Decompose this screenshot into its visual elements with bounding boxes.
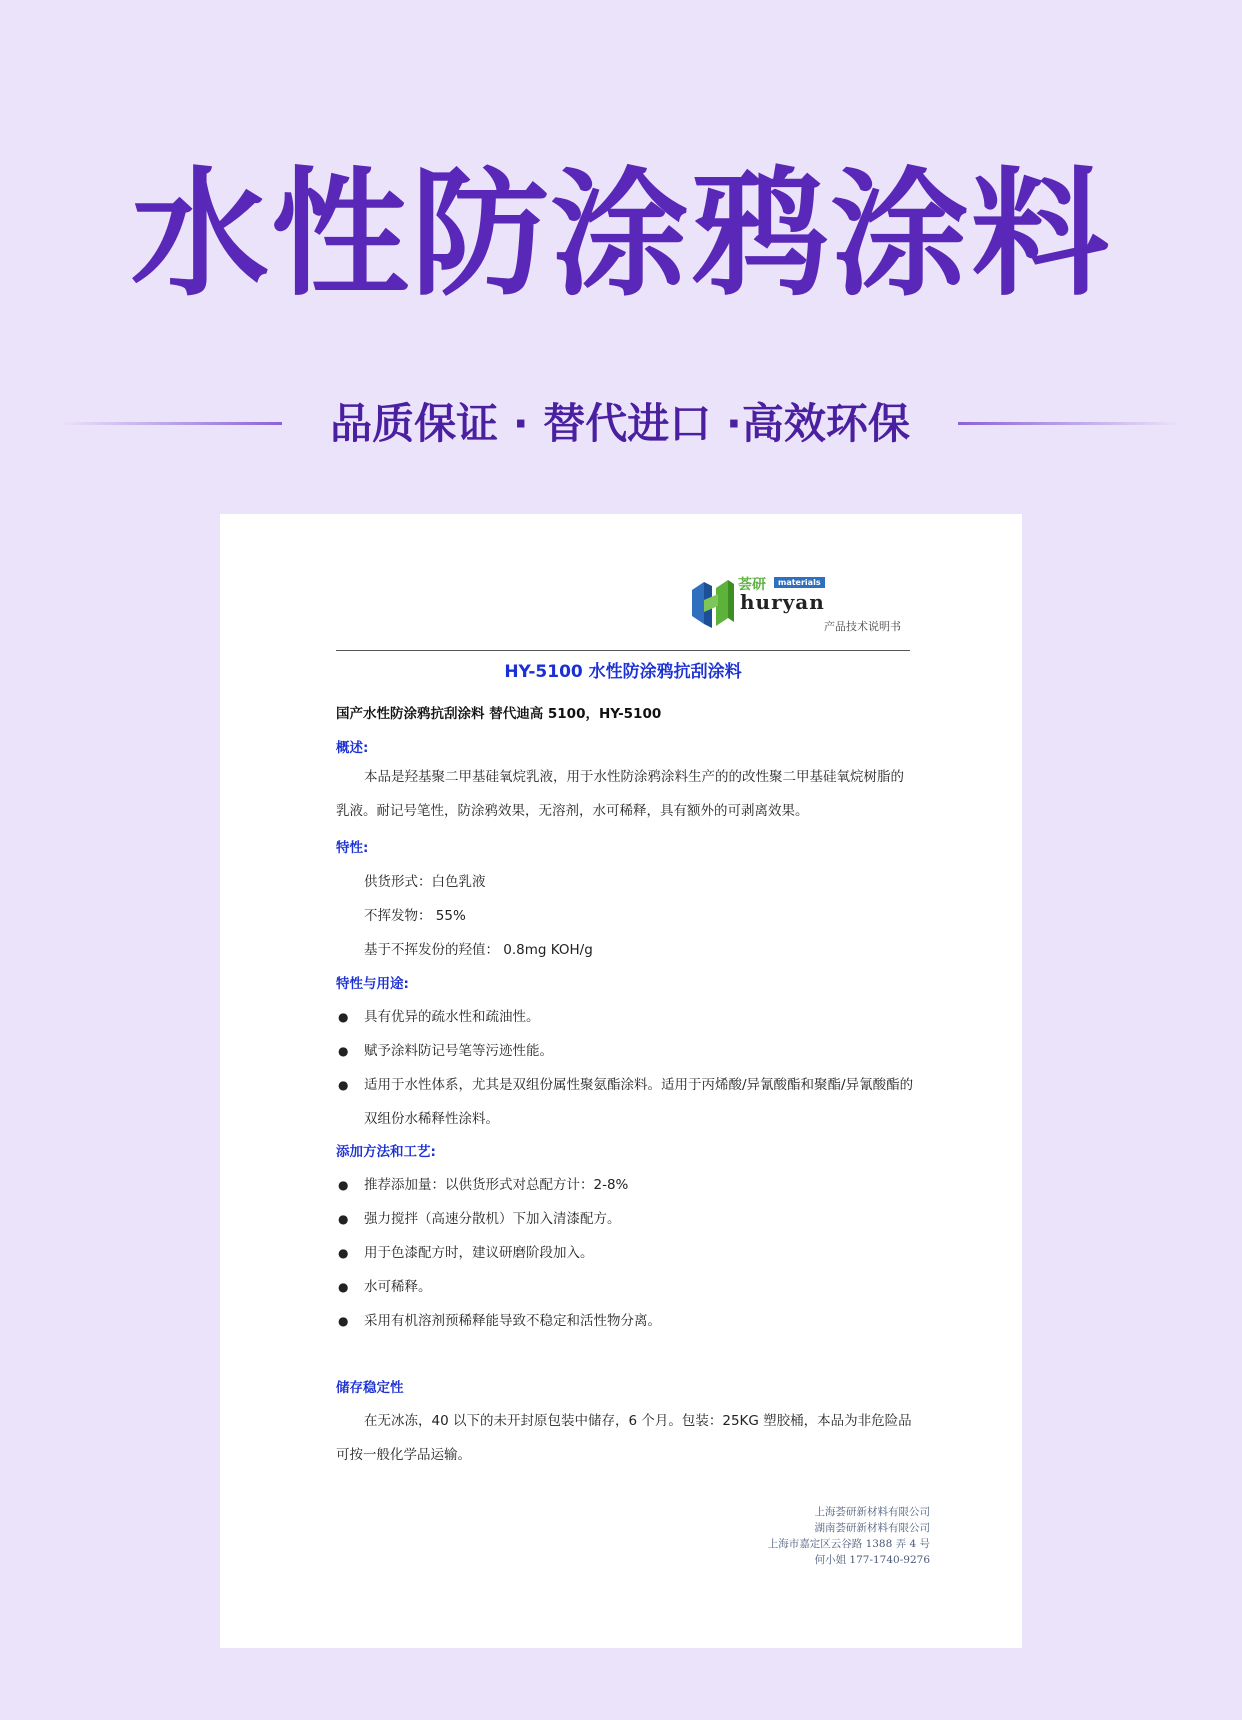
list-item-text: 推荐添加量：以供货形式对总配方计：2-8% [364,1177,629,1193]
company-footer [640,1504,930,1568]
list-item [336,1034,914,1068]
property-line: 基于不挥发份的羟值： 0.8mg KOH/g [364,942,593,958]
overview-paragraph: 本品是羟基聚二甲基硅氧烷乳液，用于水性防涂鸦涂料生产的的改性聚二甲基硅氧烷树脂的乳液。耐记号笔性，防涂鸦效果，无溶剂，水可稀释，具有额外的可剥离效果。 [336,769,904,819]
list-item-text: 水可稀释。 [364,1279,432,1295]
list-item [336,1202,914,1236]
section-heading-features: 特性与用途: [336,976,409,992]
section-heading-storage: 储存稳定性 [336,1380,404,1396]
list-item [336,1068,914,1136]
list-item-text: 具有优异的疏水性和疏油性。 [364,1009,540,1025]
section-heading-method: 添加方法和工艺: [336,1144,436,1160]
hero-title: 水性防涂鸦涂料 [130,154,1111,315]
storage-paragraph: 在无冰冻，40 以下的未开封原包装中储存，6 个月。包装：25KG 塑胶桶，本品为非危险品可按一般化学品运输。 [336,1413,912,1463]
list-item [336,1304,914,1338]
logo-cn-text: 荟研 [738,577,766,593]
logo-mark-icon [688,576,736,630]
product-sheet [220,514,1022,1648]
tagline-row [0,392,1242,456]
property-line: 不挥发物： 55% [364,908,466,924]
footer-line: 湖南荟研新材料有限公司 [814,1522,930,1534]
bullet-icon: ● [338,1078,349,1092]
list-item-text: 赋予涂料防记号笔等污迹性能。 [364,1043,553,1059]
bullet-icon: ● [338,1044,349,1058]
bullet-icon: ● [338,1314,349,1328]
logo-materials-badge: materials [774,577,825,588]
doc-type-label: 产品技术说明书 [824,620,901,633]
section-heading-properties: 特性: [336,840,369,856]
list-item [336,1270,914,1304]
bullet-icon: ● [338,1280,349,1294]
footer-line: 上海市嘉定区云谷路 1388 弄 4 号 [767,1538,930,1550]
bullet-icon: ● [338,1246,349,1260]
footer-line: 何小姐 177-1740-9276 [814,1554,930,1566]
header-rule [336,650,910,651]
list-item-text: 适用于水性体系，尤其是双组份属性聚氨酯涂料。适用于丙烯酸/异氰酸酯和聚酯/异氰酸酯的双组份水稀释性涂料。 [364,1077,914,1127]
bullet-icon: ● [338,1212,349,1226]
list-item [336,1236,914,1270]
list-item [336,1168,914,1202]
list-item-text: 采用有机溶剂预稀释能导致不稳定和活性物分离。 [364,1313,661,1329]
lead-line: 国产水性防涂鸦抗刮涂料 替代迪高 5100，HY-5100 [336,706,662,722]
tagline: 品质保证 · 替代进口 ·高效环保 [330,399,910,448]
list-item-text: 用于色漆配方时，建议研磨阶段加入。 [364,1245,594,1261]
bullet-icon: ● [338,1010,349,1024]
footer-line: 上海荟研新材料有限公司 [814,1506,930,1518]
document-title: HY-5100 水性防涂鸦抗刮涂料 [504,662,742,682]
bullet-icon: ● [338,1178,349,1192]
decorative-line-left [60,422,282,425]
property-line: 供货形式：白色乳液 [364,874,486,890]
list-item [336,1000,914,1034]
logo-brand-text: huryan [740,590,825,614]
list-item-text: 强力搅拌（高速分散机）下加入清漆配方。 [364,1211,621,1227]
decorative-line-right [958,422,1180,425]
section-heading-overview: 概述: [336,740,369,756]
